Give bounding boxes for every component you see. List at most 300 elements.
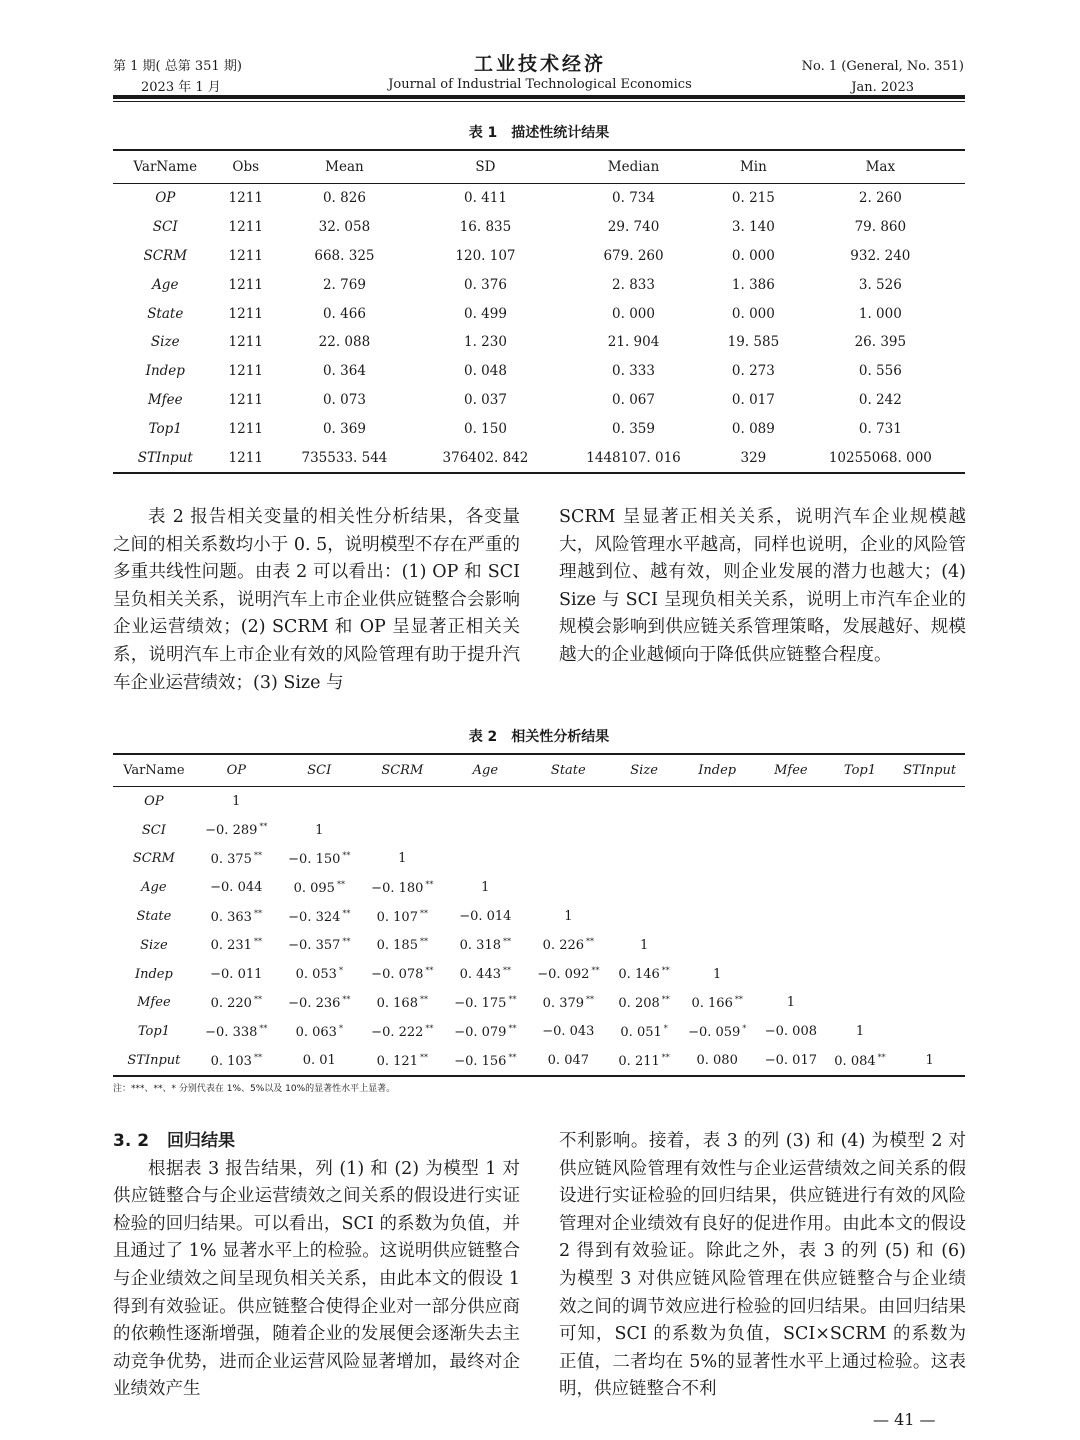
table1-cell-value: 1211 (228, 247, 263, 264)
table1-cell-value: 0. 734 (612, 190, 655, 207)
date-cn: 2023 年 1 月 (141, 80, 221, 95)
table1-cell-value: SCI (152, 219, 178, 236)
table1-cell (711, 242, 796, 271)
significance-stars: ** (419, 937, 428, 947)
table2-cell (444, 1017, 527, 1046)
table2-cell-value: −0. 357 (288, 938, 341, 954)
table1-cell (711, 328, 796, 357)
significance-stars: ** (425, 879, 434, 889)
significance-stars: ** (419, 908, 428, 918)
table2-cell-value: −0. 338 (205, 1024, 258, 1040)
table1-cell-value: 0. 150 (463, 420, 507, 437)
table2-cell (361, 816, 444, 845)
table1-cell-value: 0. 242 (858, 391, 902, 408)
table2-cell (195, 816, 278, 845)
para2-left-column (113, 1128, 520, 1404)
table2-cell (278, 816, 361, 845)
table1-cell (218, 242, 274, 271)
significance-stars: ** (591, 966, 600, 976)
table2-cell (195, 845, 278, 874)
table2-cell (444, 787, 527, 816)
section-heading (113, 1128, 520, 1156)
table2-cell (361, 1046, 444, 1076)
significance-stars: ** (342, 908, 351, 918)
table1-cell-value: 1448107. 016 (586, 449, 681, 466)
table1-cell-value: 3. 526 (858, 276, 902, 293)
significance-stars: ** (425, 1023, 434, 1033)
table1-cell (556, 242, 711, 271)
table1-cell (556, 184, 711, 213)
table2-cell-value: Size (140, 937, 168, 953)
table1-cell-value: 1211 (228, 334, 263, 351)
table2-cell-value: 0. 103 (210, 1053, 252, 1069)
table2-cell (444, 931, 527, 960)
table2-cell (756, 902, 826, 931)
table2-cell (894, 816, 965, 845)
table2-cell (444, 960, 527, 989)
table1-cell-value: 21. 904 (607, 334, 660, 351)
table1-cell (415, 242, 556, 271)
table1-cell-value: 0. 364 (322, 363, 366, 380)
table2-var-name (113, 1017, 195, 1046)
table1-cell-value: Age (152, 276, 179, 293)
table2-cell-value: 0. 185 (376, 938, 418, 954)
table2-cell (826, 1046, 895, 1076)
table1-cell (274, 299, 415, 328)
table1-cell-value: 668. 325 (314, 247, 375, 264)
table1-cell-value: 26. 395 (854, 334, 907, 351)
table2-col-header: Age (472, 763, 499, 778)
table1-cell-value: 679. 260 (603, 247, 664, 264)
table1-cell (274, 386, 415, 415)
table2-cell-value: STInput (127, 1053, 181, 1069)
table2-cell (361, 873, 444, 902)
table1-cell-value: 29. 740 (607, 219, 660, 236)
table2-cell (894, 787, 965, 816)
table2-cell (826, 787, 895, 816)
table1-cell-value: Size (150, 334, 180, 351)
table2-cell-value: 1 (855, 1024, 865, 1040)
table2-cell (195, 1017, 278, 1046)
table1-cell (796, 443, 965, 473)
table2-col-header: OP (226, 763, 246, 778)
table1-cell (711, 270, 796, 299)
table1-cell-value: 376402. 842 (442, 449, 529, 466)
para1-right-column (559, 504, 966, 670)
significance-stars: ** (877, 1052, 886, 1062)
table1-var-name (113, 443, 218, 473)
table2-cell-value: 0. 146 (618, 967, 660, 983)
table1-col-header: Min (739, 159, 767, 175)
table1-col-header: VarName (133, 159, 198, 175)
table2-cell (444, 816, 527, 845)
table2-cell (826, 931, 895, 960)
table2-cell (826, 1017, 895, 1046)
table2-cell (195, 902, 278, 931)
table2-var-name (113, 816, 195, 845)
table2-col-header: SCI (307, 763, 332, 778)
table2-cell-value: 0. 063 (295, 1024, 337, 1040)
table2-cell (894, 989, 965, 1018)
table2-cell-value: SCI (141, 822, 166, 838)
table1-cell-value: 0. 556 (858, 363, 902, 380)
table2-cell-value: 0. 379 (542, 995, 585, 1011)
table2-cell (894, 902, 965, 931)
table1-cell (218, 213, 274, 242)
table1-cell-value: 2. 260 (858, 190, 902, 207)
table2-cell (444, 989, 527, 1018)
table1-cell-value: 0. 369 (322, 420, 366, 437)
table1-cell (711, 357, 796, 386)
table2-cell-value: 0. 211 (618, 1053, 660, 1069)
table1-cell (796, 357, 965, 386)
table-row (113, 270, 965, 299)
table1-cell-value: State (147, 305, 184, 322)
table1-cell (415, 184, 556, 213)
table2-col-header: Mfee (774, 763, 808, 778)
table2-cell-value: 1 (232, 793, 241, 809)
table-row (113, 787, 965, 816)
table1-cell-value: 3. 140 (731, 219, 775, 236)
table2-cell (527, 960, 610, 989)
table2-cell-value: 0. 375 (210, 851, 252, 867)
table1-cell (218, 357, 274, 386)
table1-cell (218, 443, 274, 473)
table1-cell (274, 328, 415, 357)
table2-cell (361, 960, 444, 989)
table1-cell (218, 270, 274, 299)
table1-cell (218, 299, 274, 328)
table1-cell-value: 0. 000 (612, 305, 655, 322)
table2-cell (826, 902, 895, 931)
table2-cell (678, 902, 756, 931)
table2-cell (826, 873, 895, 902)
table1-col-header: Mean (325, 159, 364, 175)
issue-en: No. 1 (General, No. 351) (801, 59, 964, 74)
table2-var-name (113, 960, 195, 989)
table2-cell (278, 845, 361, 874)
table2-cell-value: −0. 222 (371, 1024, 424, 1040)
table1-cell-value: 0. 215 (731, 190, 775, 207)
table2-cell (678, 787, 756, 816)
table1-cell-value: 735533. 544 (301, 449, 388, 466)
table2-cell-value: 0. 363 (210, 909, 252, 925)
table1-cell (415, 357, 556, 386)
table1-cell (556, 357, 711, 386)
table2-cell-value: −0. 324 (288, 909, 341, 925)
significance-stars: ** (342, 994, 351, 1004)
table1-cell (274, 270, 415, 299)
page-number: — 41 — (873, 1410, 936, 1429)
significance-stars: ** (419, 994, 428, 1004)
para1-left-text (113, 504, 520, 697)
table2-cell (678, 1046, 756, 1076)
table1-cell-value: 0. 000 (731, 305, 775, 322)
para1-left: 表 2 报告相关变量的相关性分析结果，各变量之间的相关系数均小于 0. 5，说明模型不存在严重的多重共线性问题。由表 2 可以看出：(1) OP 和 SCI 呈负相关关系，说明汽车上市企业供应链整合会影响企业运营绩效；(2) SCRM 和 OP 呈显著正相关关系，说明汽车上市企业有效的风险管理有助于提升汽车企业运营绩效；(3) Size 与 (113, 507, 520, 693)
table2-cell-value: 1 (481, 880, 490, 896)
table2-cell (361, 902, 444, 931)
table2-cell (678, 845, 756, 874)
table1-cell (796, 213, 965, 242)
significance-stars: ** (661, 966, 670, 976)
date-en: Jan. 2023 (851, 80, 914, 95)
section-number: 3. 2 (113, 1131, 150, 1151)
table2-cell (278, 1046, 361, 1076)
table2-var-name (113, 931, 195, 960)
table2-cell (278, 902, 361, 931)
table1-cell-value: 0. 000 (731, 247, 775, 264)
table2-cell (195, 1046, 278, 1076)
table2-cell (278, 931, 361, 960)
table2-cell (195, 989, 278, 1018)
table1-cell (796, 270, 965, 299)
table2-cell-value: 1 (639, 937, 649, 953)
table2-cell (361, 787, 444, 816)
para2-right-column (559, 1128, 966, 1404)
table1-var-name (113, 386, 218, 415)
table-row (113, 960, 965, 989)
table2-cell-value: 0. 231 (210, 938, 252, 954)
table-row (113, 242, 965, 271)
table2-cell-value: 0. 226 (542, 938, 585, 954)
table2-cell (361, 845, 444, 874)
table2-cell (195, 873, 278, 902)
table2-cell (678, 816, 756, 845)
table-row (113, 873, 965, 902)
table2-cell (278, 873, 361, 902)
table1-col-header: SD (475, 159, 496, 175)
table2-cell (610, 873, 679, 902)
table2-cell (361, 1017, 444, 1046)
table2-col-header: VarName (123, 763, 185, 778)
significance-stars: ** (508, 1052, 517, 1062)
table1-cell-value: 1211 (228, 449, 263, 466)
table1-cell-value: 0. 731 (858, 420, 902, 437)
table2-cell-value: −0. 014 (459, 909, 512, 925)
table1-cell-value: Indep (145, 363, 185, 380)
table1-var-name (113, 414, 218, 443)
table2-cell (610, 1017, 679, 1046)
table2-cell (527, 787, 610, 816)
table1-cell (274, 213, 415, 242)
table1-cell-value: 0. 067 (612, 391, 655, 408)
table2-cell (894, 1017, 965, 1046)
table1-cell-value: 1. 000 (858, 305, 902, 322)
table1-var-name (113, 270, 218, 299)
para2-left: 根据表 3 报告结果，列 (1) 和 (2) 为模型 1 对供应链整合与企业运营绩效之间关系的假设进行实证检验的回归结果。可以看出，SCI 的系数为负值，并且通过了 1% 显著水平上的检验。这说明供应链整合与企业绩效之间呈现负相关关系，由此本文的假设 1 得到有效验证。供应链整合使得企业对一部分供应商的依赖性逐渐增强，随着企业的发展便会逐渐失去主动竞争优势，进而企业运营风险显著增加，最终对企业绩效产生 (113, 1158, 520, 1400)
table-row (113, 299, 965, 328)
table2-cell-value: 0. 318 (459, 938, 501, 954)
table-row (113, 989, 965, 1018)
table1-cell (556, 270, 711, 299)
header-rule-thin (113, 101, 965, 102)
table2-cell (610, 902, 679, 931)
table2-cell-value: −0. 079 (454, 1024, 507, 1040)
table2-cell (678, 960, 756, 989)
significance-stars: ** (253, 937, 262, 947)
table2-cell (610, 960, 679, 989)
table1-caption: 表 1 描述性统计结果 (468, 125, 610, 141)
table1-var-name (113, 328, 218, 357)
table2-cell (527, 816, 610, 845)
table1-col-header: Obs (232, 159, 260, 175)
significance-stars: * (338, 1023, 343, 1033)
table2-caption: 表 2 相关性分析结果 (468, 729, 610, 745)
table2-cell (195, 931, 278, 960)
table1-cell (556, 414, 711, 443)
table2-cell (361, 989, 444, 1018)
table2-cell (610, 787, 679, 816)
table2-col-header: SCRM (381, 763, 424, 778)
table-row (113, 213, 965, 242)
table1-descriptive-stats (113, 149, 965, 474)
table-row (113, 414, 965, 443)
table2-col-header: Size (630, 763, 658, 778)
table1-cell-value: 1. 386 (731, 276, 775, 293)
table2-col-header: State (550, 763, 586, 778)
table1-cell (711, 184, 796, 213)
significance-stars: ** (586, 937, 595, 947)
table2-cell (678, 1017, 756, 1046)
table2-cell (894, 873, 965, 902)
table1-cell-value: OP (155, 190, 176, 207)
table1-cell-value: 1211 (228, 219, 263, 236)
table1-cell (274, 443, 415, 473)
table2-cell-value: 0. 166 (691, 995, 733, 1011)
table2-cell-value: −0. 092 (537, 967, 590, 983)
significance-stars: ** (259, 822, 268, 832)
table1-cell (274, 357, 415, 386)
table2-cell (756, 960, 826, 989)
table2-cell (826, 845, 895, 874)
table1-cell (556, 443, 711, 473)
table1-cell-value: 0. 333 (612, 363, 655, 380)
table2-cell (756, 816, 826, 845)
para2-right-text (559, 1128, 966, 1404)
table2-cell (527, 873, 610, 902)
table2-correlation (113, 753, 965, 1077)
table1-var-name (113, 184, 218, 213)
table-row (113, 1017, 965, 1046)
table1-cell-value: 0. 411 (463, 190, 507, 207)
table2-cell-value: −0. 180 (371, 880, 424, 896)
table1-var-name (113, 299, 218, 328)
table1-cell (415, 328, 556, 357)
table1-cell-value: 120. 107 (455, 247, 516, 264)
table1-cell-value: 932. 240 (850, 247, 911, 264)
table-row (113, 443, 965, 473)
table1-col-header: Median (607, 159, 660, 175)
table1-var-name (113, 357, 218, 386)
table1-cell (711, 299, 796, 328)
table1-cell (796, 386, 965, 415)
table2-cell (756, 787, 826, 816)
table2-cell (278, 960, 361, 989)
table1-cell-value: 0. 037 (463, 391, 507, 408)
significance-stars: ** (419, 1052, 428, 1062)
significance-stars: ** (336, 879, 345, 889)
table2-cell (894, 845, 965, 874)
table-row (113, 902, 965, 931)
table1-cell-value: 1211 (228, 391, 263, 408)
table1-cell (711, 414, 796, 443)
table2-cell (894, 960, 965, 989)
table2-cell-value: −0. 236 (288, 995, 341, 1011)
table2-cell (195, 960, 278, 989)
table2-cell (195, 787, 278, 816)
table-row (113, 386, 965, 415)
significance-stars: ** (661, 1052, 670, 1062)
significance-stars: ** (253, 1052, 262, 1062)
table2-col-header: STInput (903, 763, 957, 778)
table2-cell-value: −0. 059 (688, 1024, 741, 1040)
table2-cell (610, 989, 679, 1018)
table1-cell-value: 0. 273 (731, 363, 775, 380)
table-row (113, 845, 965, 874)
table2-cell (678, 989, 756, 1018)
table2-cell (527, 989, 610, 1018)
table1-cell (796, 328, 965, 357)
table1-cell-value: 0. 089 (731, 420, 775, 437)
table-row (113, 184, 965, 213)
table2-cell-value: 0. 051 (620, 1024, 662, 1040)
table1-cell-value: 79. 860 (854, 219, 907, 236)
table1-cell (556, 299, 711, 328)
table2-cell (527, 902, 610, 931)
section-title: 回归结果 (167, 1131, 236, 1151)
table1-cell (796, 242, 965, 271)
table2-cell-value: 0. 080 (696, 1053, 738, 1069)
significance-stars: ** (342, 937, 351, 947)
table1-cell (796, 414, 965, 443)
significance-stars: ** (259, 1023, 268, 1033)
table2-cell (527, 1046, 610, 1076)
significance-stars: ** (661, 994, 670, 1004)
table1-cell-value: 1211 (228, 276, 263, 293)
table2-cell-value: 0. 053 (295, 967, 337, 983)
table1-cell-value: 0. 359 (612, 420, 655, 437)
table2-cell-value: 1 (398, 851, 407, 867)
table2-cell (678, 931, 756, 960)
table1-cell-value: 16. 835 (459, 219, 512, 236)
table2-cell (826, 816, 895, 845)
table2-cell (756, 931, 826, 960)
table2-var-name (113, 989, 195, 1018)
issue-info-cn (113, 56, 242, 98)
journal-title-en: Journal of Industrial Technological Economics (388, 77, 692, 92)
table2-cell-value: 0. 095 (293, 880, 335, 896)
table1-cell (415, 414, 556, 443)
table1-body (113, 184, 965, 473)
table1-cell-value: 0. 466 (322, 305, 366, 322)
table2-cell-value: Top1 (137, 1024, 170, 1040)
table1-cell-value: 2. 833 (612, 276, 655, 293)
table2-cell (278, 989, 361, 1018)
table1-cell-value: 0. 826 (322, 190, 366, 207)
table2-cell-value: 0. 168 (376, 995, 418, 1011)
table1-cell-value: 0. 376 (463, 276, 507, 293)
table2-cell (444, 845, 527, 874)
table2-cell-value: 1 (786, 995, 796, 1011)
table2-cell-value: −0. 044 (210, 880, 263, 896)
table2-cell (527, 1017, 610, 1046)
table-row (113, 357, 965, 386)
table1-cell-value: 329 (740, 449, 767, 466)
table1-cell (274, 242, 415, 271)
significance-stars: ** (253, 850, 262, 860)
significance-stars: ** (425, 966, 434, 976)
table1-cell-value: STInput (137, 449, 193, 466)
